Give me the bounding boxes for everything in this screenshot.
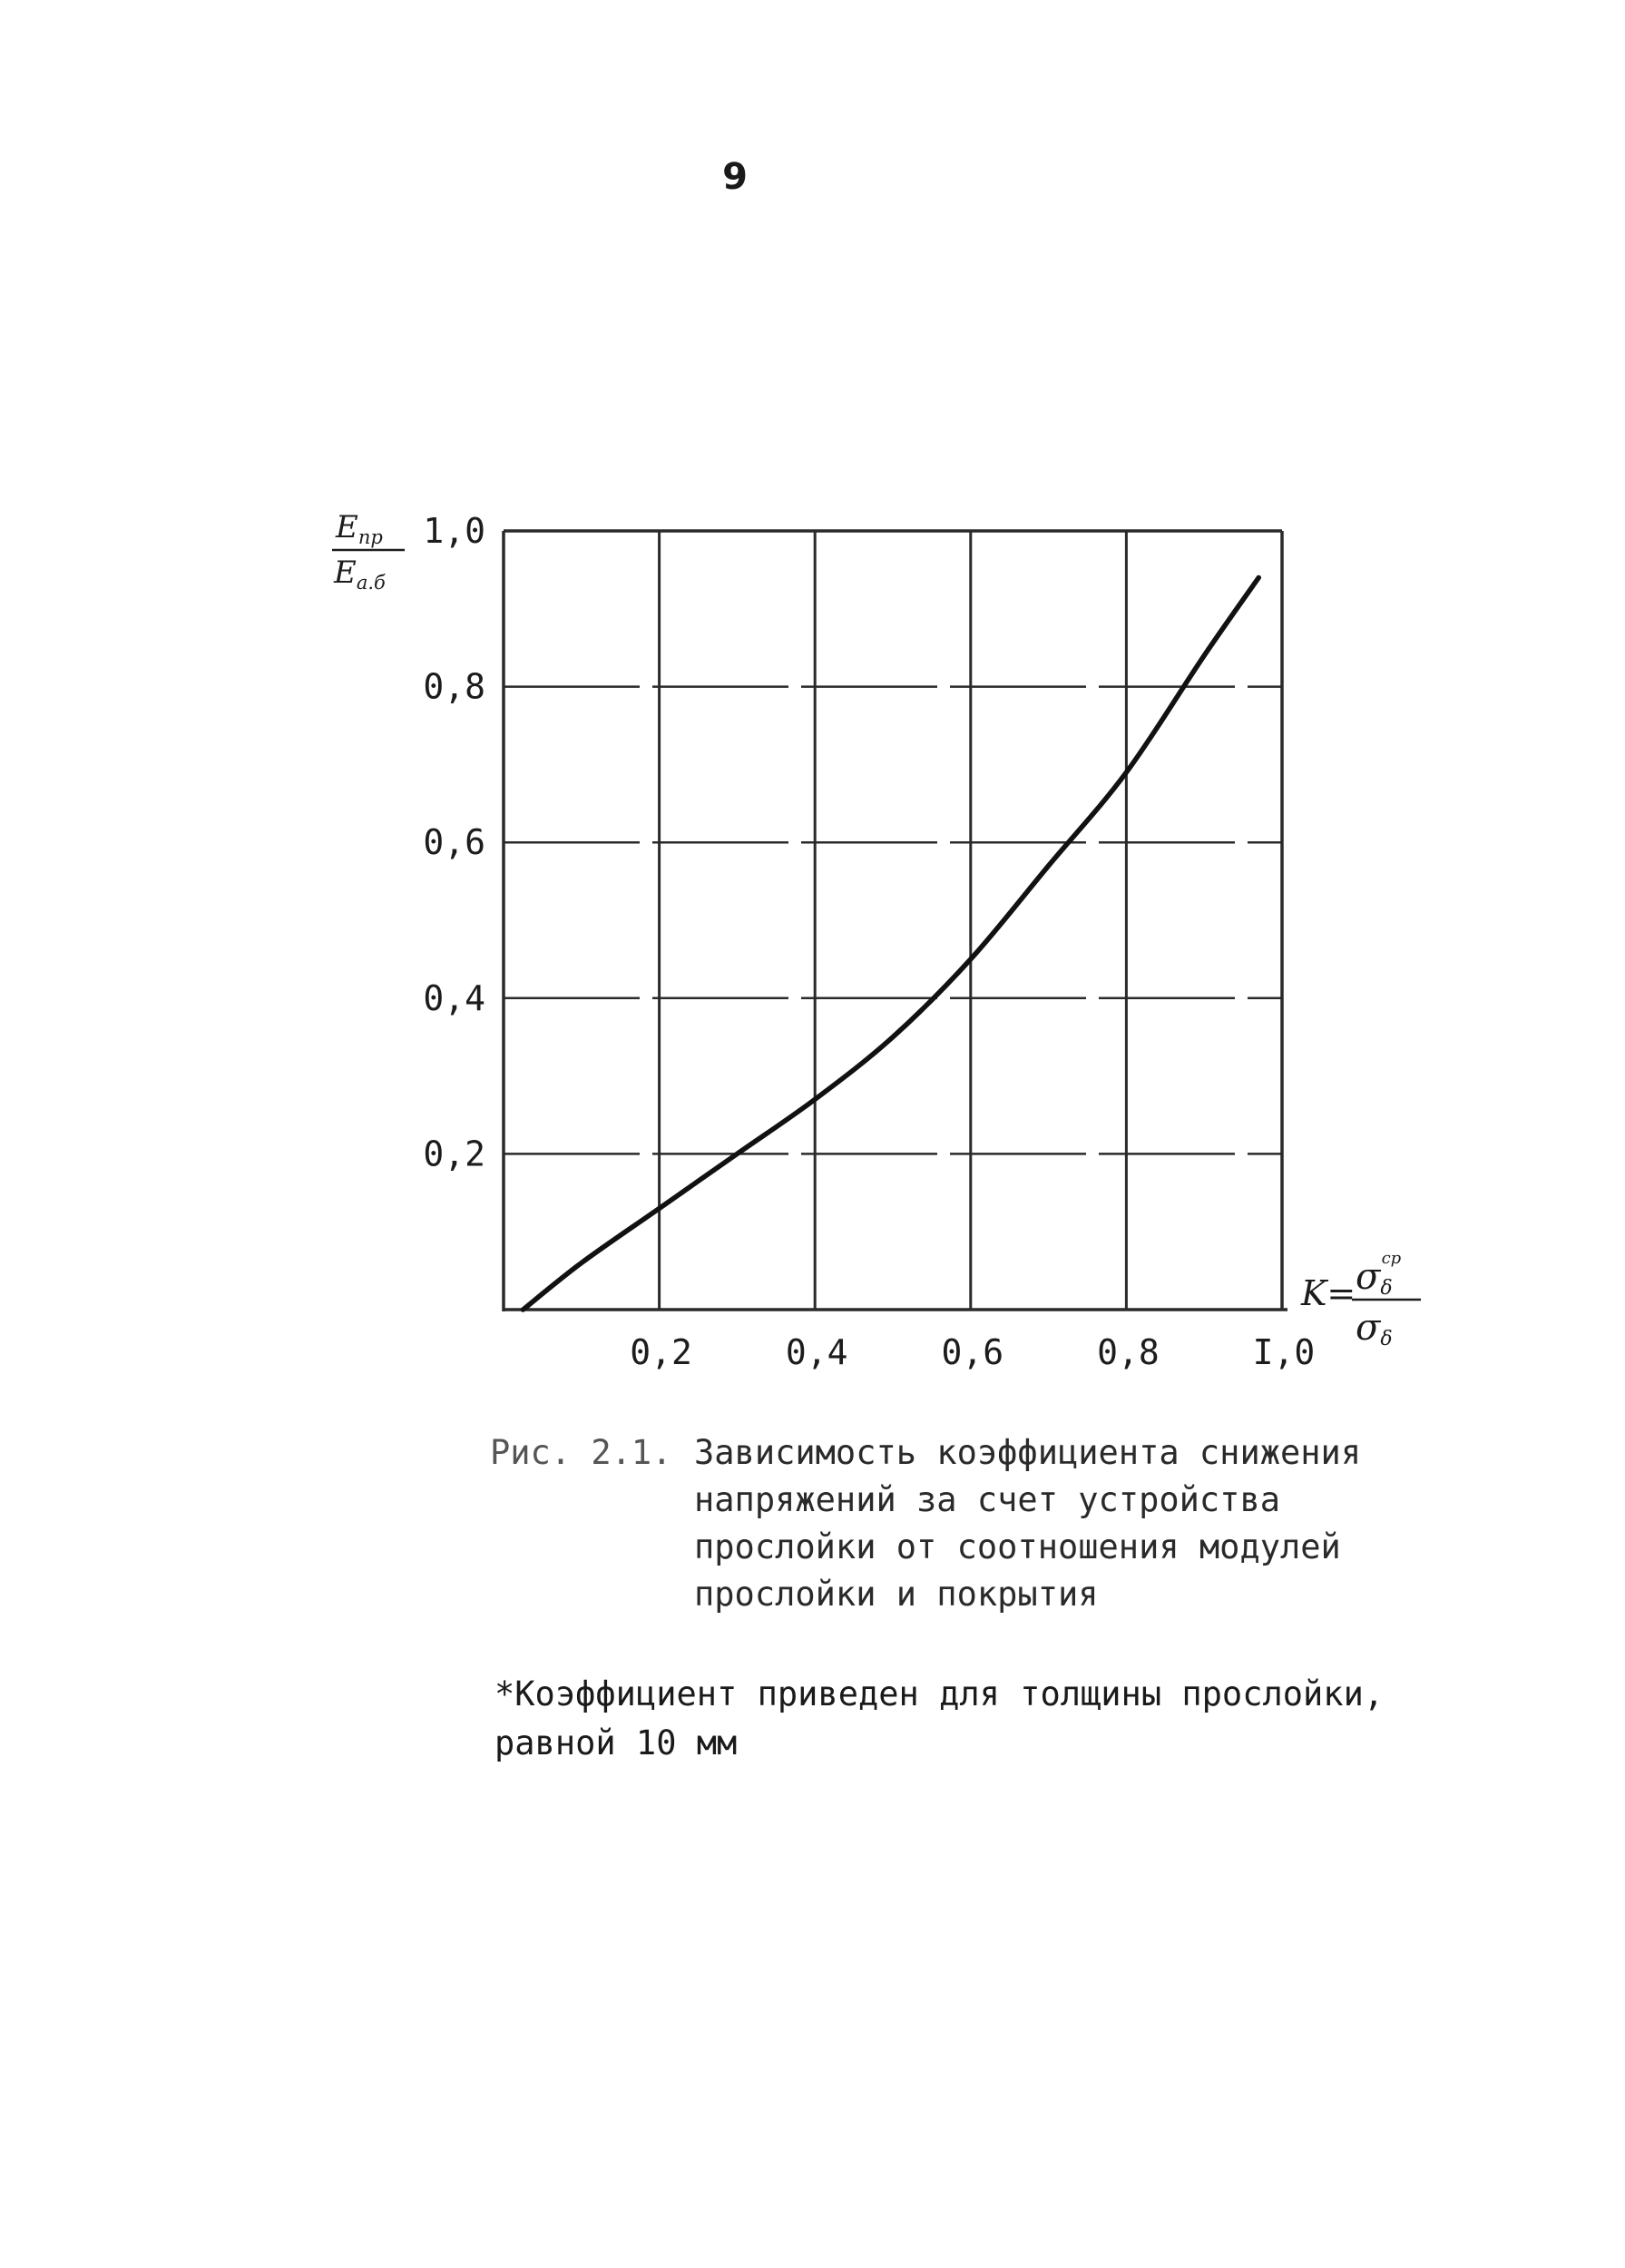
x-axis-label-lhs: K= — [1301, 1273, 1356, 1313]
x-tick-label: I,0 — [1252, 1332, 1316, 1372]
x-tick-label: 0,6 — [941, 1332, 1004, 1372]
footnote-line: равной 10 мм — [494, 1723, 738, 1762]
footnote — [494, 1670, 1447, 1768]
figure-caption-body — [694, 1429, 1402, 1618]
y-tick-label: 0,2 — [423, 1134, 485, 1174]
figure-caption-line: прослойки от соотношения модулей — [694, 1527, 1341, 1566]
y-tick-label: 1,0 — [423, 511, 485, 551]
y-axis-label-num: $E_{пр}$ — [336, 509, 383, 548]
x-axis-label — [1300, 1249, 1421, 1350]
figure-caption-line: прослойки и покрытия — [694, 1575, 1099, 1614]
x-tick-labels — [630, 1332, 1315, 1372]
y-tick-label: 0,6 — [423, 822, 485, 863]
chart-grid — [504, 531, 1282, 1310]
y-axis-label-den: $E_{а.б}$ — [334, 555, 386, 594]
figure-caption — [490, 1429, 1415, 1618]
chart-frame — [504, 531, 1287, 1311]
x-axis-label-num: σδср — [1356, 1249, 1402, 1300]
page-number: 9 — [722, 156, 748, 198]
y-tick-label: 0,8 — [423, 666, 485, 707]
figure-caption-line: напряжений за счет устройства — [694, 1480, 1281, 1519]
y-tick-label: 0,4 — [423, 977, 485, 1018]
x-tick-label: 0,8 — [1097, 1332, 1160, 1372]
figure-caption-line: Зависимость коэффициента снижения — [694, 1433, 1362, 1472]
x-tick-label: 0,4 — [785, 1332, 848, 1372]
x-tick-label: 0,2 — [630, 1332, 692, 1372]
figure-caption-prefix: Рис. 2.1. — [490, 1433, 672, 1472]
x-axis-label-den: σδ — [1356, 1307, 1393, 1350]
y-axis-label — [332, 509, 405, 594]
y-tick-labels — [423, 511, 485, 1173]
footnote-line: *Коэффициент приведен для толщины прослойки, — [494, 1674, 1385, 1713]
